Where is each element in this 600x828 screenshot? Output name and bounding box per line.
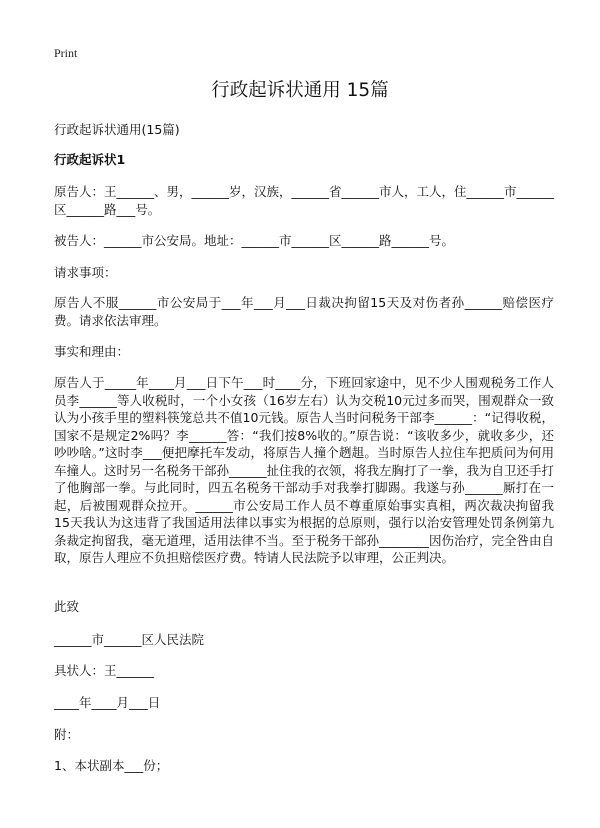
closing-salutation: 此致 [54,599,80,614]
plaintiff-paragraph: 原告人：王______、男，______岁，汉族，______省______市人，工人，住______市______区______路___号。 [54,184,555,217]
section-heading: 行政起诉状1 [54,152,126,167]
signer-line: 具状人：王______ [54,663,155,678]
claims-heading: 请求事项： [54,265,117,280]
print-label: Print [54,46,78,60]
defendant-paragraph: 被告人：______市公安局。地址：______市______区______路______号。 [54,233,455,248]
court-name: ______市______区人民法院 [54,632,205,647]
claims-paragraph: 原告人不服______市公安局于___年___月___日裁决拘留15天及对伤者孙______赔偿医疗费。请求依法审理。 [54,295,554,328]
attachment-item: 1、本状副本___份； [54,758,169,773]
facts-heading: 事实和理由： [54,344,130,359]
attachment-heading: 附： [54,727,80,742]
facts-paragraph: 原告人于_____年____月___日下午___时____分，下班回家途中，见不少人围观税务工作人员李______等人收税时，一个小女孩（16岁左右）认为交税10元过多而哭，围观群众一致认为小孩手里的塑料筷笼总共不值10元钱。原告人当时问税务干部李______：“记得收税，国家不是规定2%吗？李______答：“我们按8%收的。”原告说：“该收多少，就收多少，还吵吵啥。”这时李___便把摩托车发动，将原告人撞个趔趄。当时原告人拉住车把质问为何用车撞人。这时另一名税务干部孙______扯住我的衣领，将我左胸打了一拳，我为自卫还手打了他胸部一拳。与此同时，四五名税务干部动手对我拳打脚踢。我遂与孙______厮打在一起，后被围观群众拉开。______市公安局工作人员不尊重原始事实真相，两次裁决拘留我15天我认为这违背了我国适用法律以事实为根据的总原则，强行以治安管理处罚条例第九条裁定拘留我，毫无道理，适用法律不当。至于税务干部孙________因伤治疗，完全咎由自取，原告人理应不负担赔偿医疗费。特请人民法院予以审理，公正判决。 [54,375,555,565]
document-title: 行政起诉状通用 15篇 [211,80,389,101]
document-subtitle: 行政起诉状通用(15篇) [54,122,180,137]
date-line: ____年____月___日 [54,695,161,710]
